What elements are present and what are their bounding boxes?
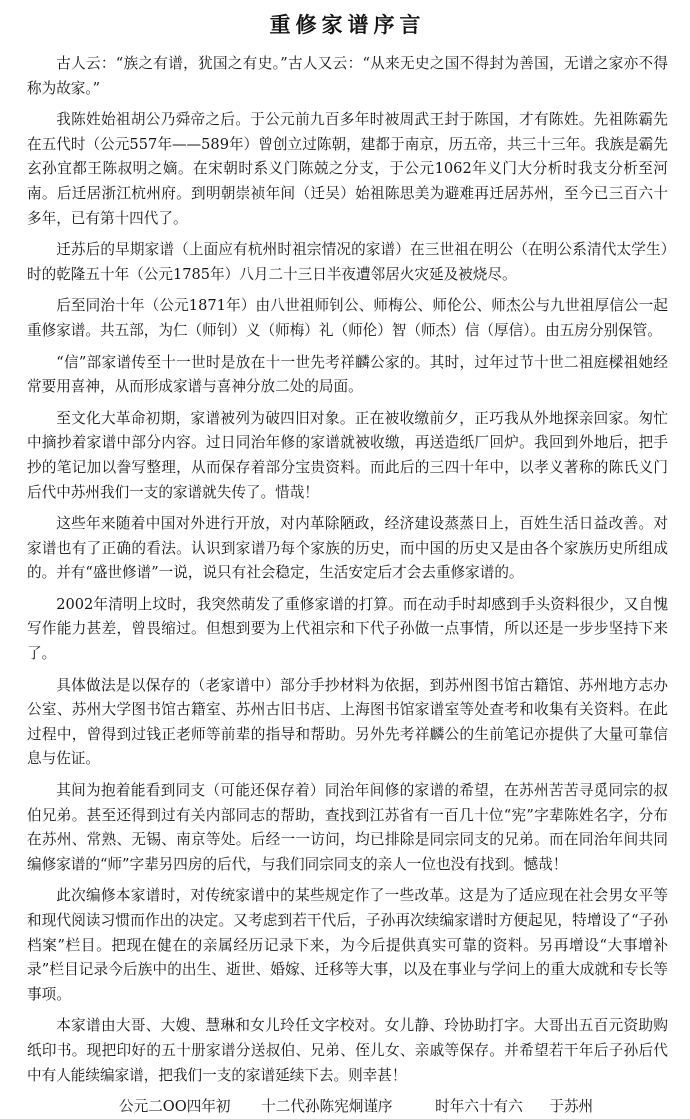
document-title: 重修家谱序言	[269, 12, 426, 37]
signature-place: 于苏州	[549, 1098, 594, 1116]
paragraph-10: 其间为抱着能看到同支（可能还保存着）同治年间修的家谱的希望，在苏州苦苦寻觅同宗的叔伯兄弟。甚至还得到过有关内部同志的帮助，查找到江苏省有一百几十位“宪”字辈陈姓名字，分布在苏州、常熟、无锡、南京等处。后经一一访问，均已排除是同宗同支的兄弟。而在同治年间共同编修家谱的“师”字辈另四房的后代，与我们同宗同支的亲人一位也没有找到。憾哉！	[27, 782, 668, 873]
signature-line	[27, 1095, 668, 1119]
paragraph-12: 本家谱由大哥、大嫂、慧琳和女儿玲任文字校对。女儿静、玲协助打字。大哥出五百元资助购纸印书。现把印好的五十册家谱分送叔伯、兄弟、侄儿女、亲戚等保存。并希望若干年后子孙后代中有人能续编家谱，把我们一支的家谱延续下去。则幸甚！	[27, 1017, 668, 1084]
paragraph-3: 迁苏后的早期家谱（上面应有杭州时祖宗情况的家谱）在三世祖在明公（在明公系清代太学生）时的乾隆五十年（公元1785年）八月二十三日半夜遭邻居火灾延及被烧尽。	[27, 241, 668, 283]
paragraph-2: 我陈姓始祖胡公乃舜帝之后。于公元前九百多年时被周武王封于陈国，才有陈姓。先祖陈霸先在五代时（公元557年——589年）曾创立过陈朝，建都于南京，历五帝，共三十三年。我族是霸先玄孙宜都王陈叔明之嫡。在宋朝时系义门陈兢之分支，于公元1062年义门大分析时我支分析至河南。后迁居浙江杭州府。到明朝崇祯年间（迁吴）始祖陈思美为避难再迁居苏州，至今已三百六十多年，已有第十四代了。	[27, 111, 668, 227]
paragraph-4: 后至同治十年（公元1871年）由八世祖师钊公、师梅公、师伦公、师杰公与九世祖厚信公一起重修家谱。共五部，为仁（师钊）义（师梅）礼（师伦）智（师杰）信（厚信）。由五房分别保管。	[27, 297, 668, 339]
paragraph-8: 2002年清明上坟时，我突然萌发了重修家谱的打算。而在动手时却感到手头资料很少，又自愧写作能力甚差，曾畏缩过。但想到要为上代祖宗和下代子孙做一点事情，所以还是一步步坚持下来了。	[27, 595, 668, 663]
signature-author: 十二代孙陈宪炯谨序	[261, 1098, 393, 1116]
paragraph-9: 具体做法是以保存的（老家谱中）部分手抄材料为依据，到苏州图书馆古籍馆、苏州地方志办公室、苏州大学图书馆古籍室、苏州古旧书店、上海图书馆家谱室等处查考和收集有关资料。在此过程中，曾得到过钱正老师等前辈的指导和帮助。另外先考祥麟公的生前笔记亦提供了大量可靠信息与佐证。	[27, 676, 668, 768]
paragraph-7: 这些年来随着中国对外进行开放，对内革除陋政，经济建设蒸蒸日上，百姓生活日益改善。对家谱也有了正确的看法。认识到家谱乃每个家族的历史，而中国的历史又是由各个家族历史所组成的。并有“盛世修谱”一说，说只有社会稳定，生活安定后才会去重修家谱的。	[27, 515, 668, 582]
signature-date: 公元二OO四年初	[119, 1098, 231, 1116]
paragraph-5: “信”部家谱传至十一世时是放在十一世先考祥麟公家的。其时，过年过节十世二祖庭樑祖她经常要用喜神，从而形成家谱与喜神分放二处的局面。	[27, 353, 668, 396]
paragraph-11: 此次编修本家谱时，对传统家谱中的某些规定作了一些改革。这是为了适应现在社会男女平等和现代阅读习惯而作出的决定。又考虑到若干代后，子孙再次续编家谱时方便起见，特增设了“子孙档案”栏目。把现在健在的亲属经历记录下来，为今后提供真实可靠的资料。另再增设“大事增补录”栏目记录今后族中的出生、逝世、婚嫁、迁移等大事，以及在事业与学问上的重大成就和专长等事项。	[27, 887, 668, 1003]
paragraph-1: 古人云：“族之有谱，犹国之有史。”古人又云：“从来无史之国不得封为善国，无谱之家亦不得称为故家。”	[27, 55, 668, 97]
signature-age: 时年六十有六	[435, 1098, 523, 1116]
paragraph-6: 至文化大革命初期，家谱被列为破四旧对象。正在被收缴前夕，正巧我从外地探亲回家。匆忙中摘抄着家谱中部分内容。过日同治年修的家谱就被收缴，再送造纸厂回炉。我回到外地后，把手抄的笔记加以誊写整理，从而保存着部分宝贵资料。而此后的三四十年中，以孝义著称的陈氏义门后代中苏州我们一支的家谱就失传了。惜哉！	[27, 409, 668, 501]
